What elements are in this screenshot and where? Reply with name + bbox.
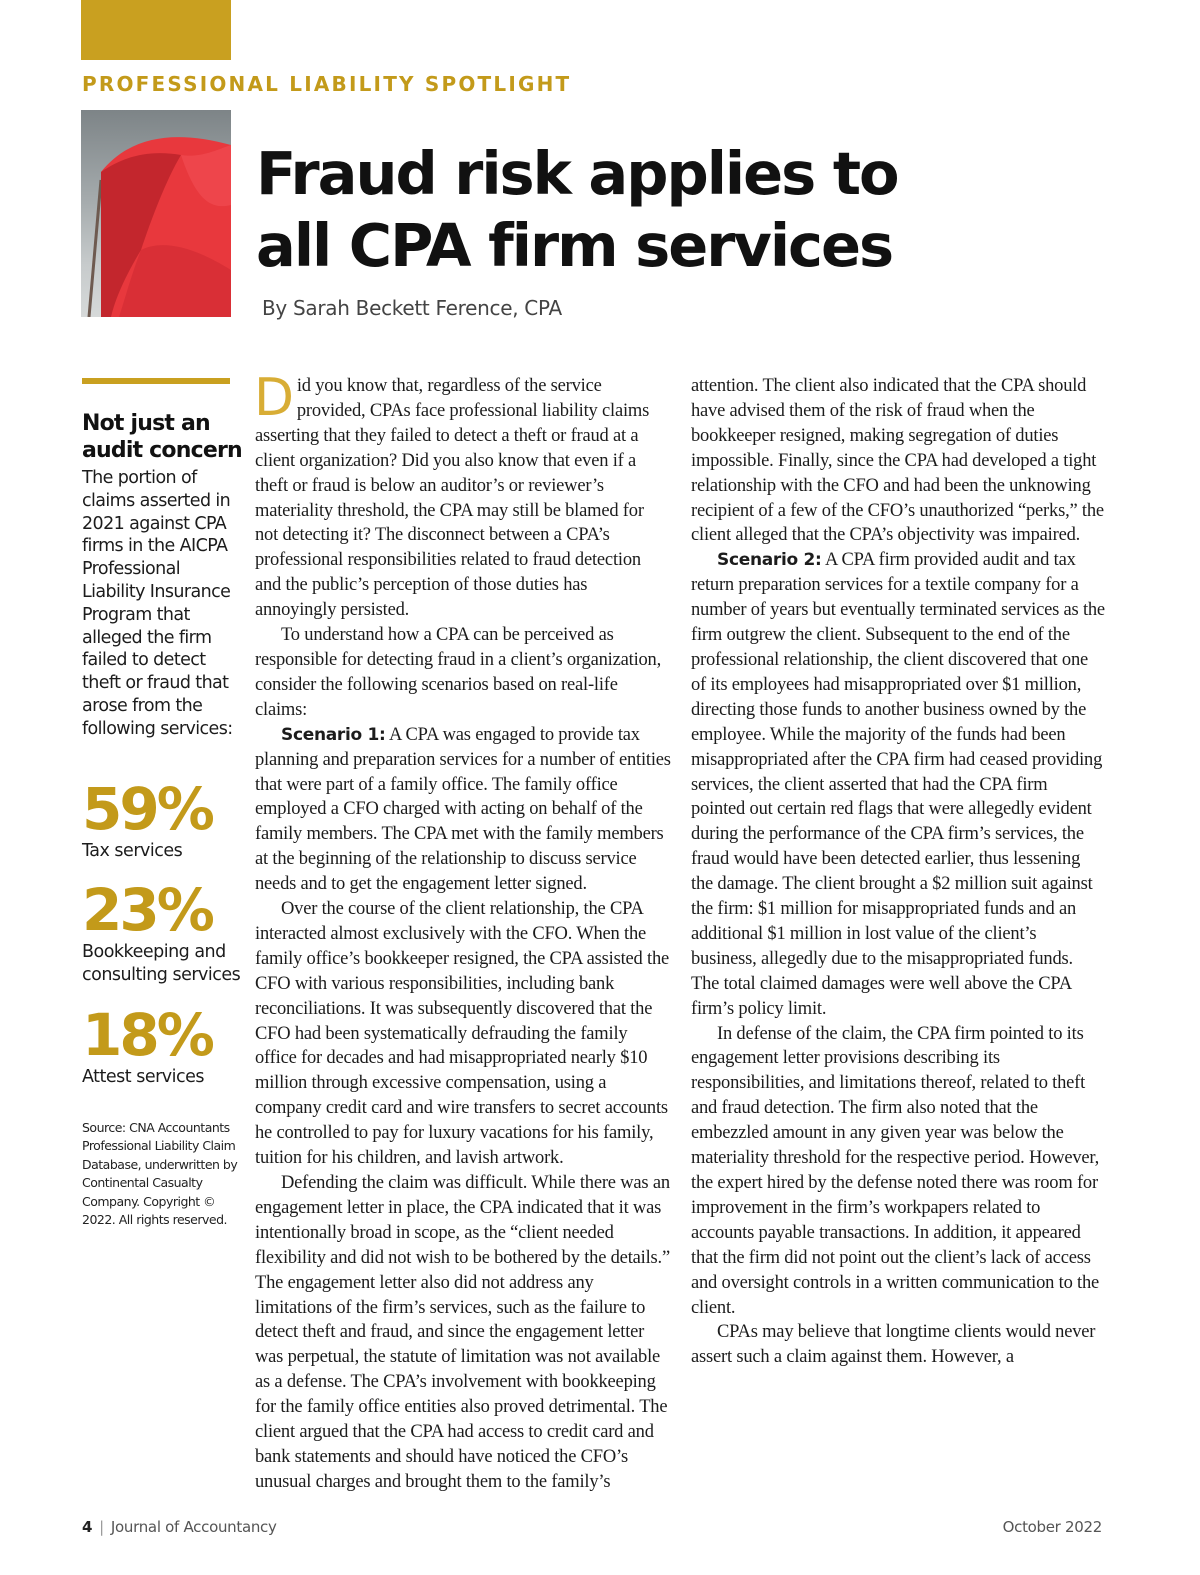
article-paragraph [691, 548, 1105, 1021]
sidebar-source: Source: CNA Accountants Professional Liability Claim Database, underwritten by Continental Casualty Company. Copyright © 2022. All rights reserved. [82, 1119, 238, 1228]
stat-bookkeeping [82, 876, 242, 987]
stat-value: 23% [82, 876, 212, 945]
page-footer-left [82, 1518, 277, 1536]
issue-date: October 2022 [1002, 1518, 1102, 1536]
article-title-line-2: all CPA firm services [256, 211, 893, 280]
article-paragraph [254, 368, 671, 623]
article-paragraph [255, 723, 671, 897]
scenario-1-label: Scenario 1: [281, 724, 386, 745]
article-column-2 [691, 374, 1105, 1370]
stat-attest-services [82, 1000, 242, 1089]
red-flag-icon [81, 110, 231, 317]
stat-label: Tax services [82, 840, 183, 861]
sidebar-stats [82, 378, 242, 1230]
article-column-1 [254, 368, 671, 1495]
section-label: PROFESSIONAL LIABILITY SPOTLIGHT [82, 72, 572, 96]
paragraph-text: A CPA was engaged to provide tax planning and preparation services for a number of entities that were part of a family office. The family office employed a CFO charged with acting on behalf of the family members. The CPA met with the family members at the beginning of the relationship to discuss service needs and to get the engagement letter signed. [255, 724, 671, 895]
sidebar-intro: The portion of claims asserted in 2021 against CPA firms in the AICPA Professional Liability Insurance Program that alleged the firm failed to detect theft or fraud that arose from the following services: [82, 468, 233, 739]
article-paragraph: Defending the claim was difficult. While there was an engagement letter in place, the CPA indicated that it was intentionally broad in scope, as the “client needed flexibility and did not wish to be bothered by the details.” The engagement letter also did not address any limitations of the firm’s services, such as the failure to detect theft and fraud, and since the engagement letter was perpetual, the statute of limitation was not available as a defense. The CPA’s involvement with bookkeeping for the family office entities also proved detrimental. The client argued that the CPA had access to credit card and bank statements and should have noticed the CFO’s unusual charges and brought them to the family’s [255, 1173, 670, 1492]
red-flag-image [81, 110, 231, 317]
article-paragraph: To understand how a CPA can be perceived as responsible for detecting fraud in a client’s organization, consider the following scenarios based on real-life claims: [255, 625, 662, 720]
paragraph-text: A CPA firm provided audit and tax return preparation services for a textile company for a number of years but eventually terminated services as the firm outgrew the client. Subsequent to the end of the professional relationship, the client discovered that one of its employees had misappropriated over $1 million, directing those funds to another business owned by the employee. While the majority of the funds had been misappropriated after the CPA firm had ceased providing services, the client asserted that had the CPA firm pointed out certain red flags that were allegedly evident during the performance of the CPA firm’s services, the fraud would have been detected earlier, thus lessening the damage. The client brought a $2 million suit against the firm: $1 million for misappropriated funds and an additional $1 million in lost value of the client’s business, allegedly due to the misappropriated funds. The total claimed damages were well above the CPA firm’s policy limit. [691, 550, 1105, 1019]
article-paragraph-continued: attention. The client also indicated that the CPA should have advised them of the risk of fraud when the bookkeeper resigned, making segregation of duties impossible. Finally, since the CPA had developed a tight relationship with the CFO and had been the unknowing recipient of a few of the CFO’s unauthorized “perks,” the client alleged that the CPA’s objectivity was impaired. [691, 376, 1104, 546]
stat-label: Bookkeeping and consulting services [82, 942, 241, 986]
sidebar-heading: Not just an audit concern [82, 411, 242, 463]
byline: By Sarah Beckett Ference, CPA [262, 296, 562, 320]
article-paragraph: CPAs may believe that longtime clients would never assert such a claim against them. However, a [691, 1322, 1096, 1368]
stat-tax-services [82, 774, 242, 863]
paragraph-text: id you know that, regardless of the service provided, CPAs face professional liability claims asserting that they failed to detect a theft or fraud at a client organization? Did you also know that even if a theft or fraud is below an auditor’s or reviewer’s materiality threshold, the CPA may still be blamed for not detecting it? The disconnect between a CPA’s professional responsibilities related to fraud detection and the public’s perception of those duties has annoyingly persisted. [255, 376, 650, 621]
stat-label: Attest services [82, 1066, 204, 1087]
article-paragraph: Over the course of the client relationship, the CPA interacted almost exclusively with the CFO. When the family office’s bookkeeper resigned, the CPA assisted the CFO with various responsibilities, including bank reconciliations. It was subsequently discovered that the CFO had been systematically defrauding the family office for decades and had misappropriated nearly $10 million through excessive compensation, using a company credit card and wire transfers to secret accounts he controlled to pay for luxury vacations for his family, tuition for his children, and lavish artwork. [255, 899, 670, 1169]
scenario-2-label: Scenario 2: [717, 550, 822, 571]
header-accent-bar [81, 0, 231, 60]
drop-cap: D [254, 368, 294, 428]
stat-value: 18% [82, 1000, 212, 1069]
stat-value: 59% [82, 774, 212, 843]
publication-name: Journal of Accountancy [110, 1518, 277, 1536]
article-title [256, 138, 956, 282]
footer-separator: | [99, 1518, 104, 1536]
page-number: 4 [82, 1518, 93, 1536]
article-paragraph: In defense of the claim, the CPA firm pointed to its engagement letter provisions describing its responsibilities, and limitations thereof, related to theft and fraud detection. The firm also noted that the embezzled amount in any given year was below the materiality threshold for the respective period. However, the expert hired by the defense noted there was room for improvement in the firm’s workpapers related to accounts payable transactions. In addition, it appeared that the firm did not point out the client’s lack of access and oversight controls in a written communication to the client. [691, 1023, 1100, 1318]
article-title-line-1: Fraud risk applies to [256, 139, 898, 208]
sidebar-rule [82, 378, 230, 384]
